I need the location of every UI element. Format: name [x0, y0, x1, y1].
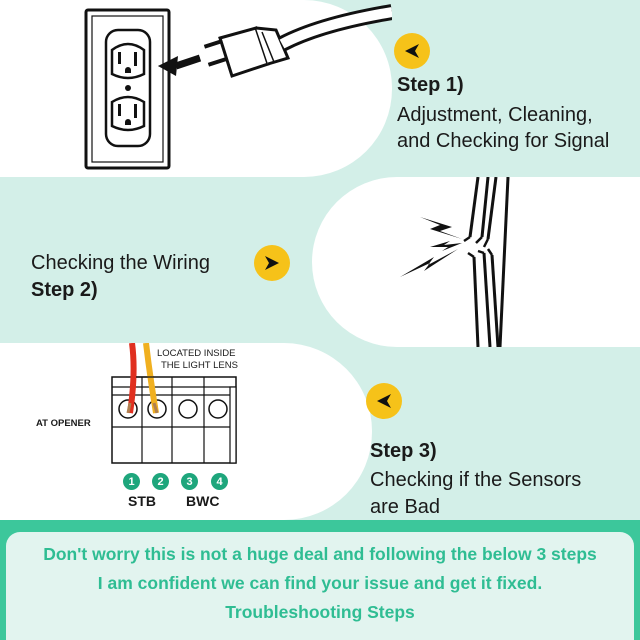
spark-upper-icon — [420, 217, 462, 239]
footer-line3: Troubleshooting Steps — [225, 602, 415, 622]
broken-wire-illustration — [312, 177, 640, 347]
located-label-line2: THE LIGHT LENS — [161, 360, 238, 371]
group-stb-label: STB — [128, 493, 156, 509]
step1-title: Step 1) — [397, 74, 464, 96]
step1-desc-line1: Adjustment, Cleaning, — [397, 104, 593, 126]
step3-title: Step 3) — [370, 440, 437, 462]
at-opener-label: AT OPENER — [36, 418, 91, 429]
red-wire — [130, 343, 134, 413]
terminal-1-badge: 1 — [123, 473, 140, 490]
step2-desc: Checking the Wiring — [31, 252, 210, 274]
footer-line2: I am confident we can find your issue and get it fixed. — [97, 573, 543, 593]
terminal-3-badge: 3 — [181, 473, 198, 490]
terminal-2-badge: 2 — [152, 473, 169, 490]
spark-lower-icon — [400, 249, 458, 277]
outlet-plug-illustration — [0, 0, 392, 177]
step3-arrow-icon — [366, 383, 402, 419]
step3-desc-line1: Checking if the Sensors — [370, 469, 582, 491]
located-label-line1: LOCATED INSIDE — [157, 348, 236, 359]
step3-desc-line2: are Bad — [370, 496, 441, 518]
terminal-4-badge: 4 — [211, 473, 228, 490]
step2-title: Step 2) — [31, 279, 98, 301]
group-bwc-label: BWC — [186, 493, 220, 509]
step1-arrow-icon — [394, 33, 430, 69]
step1-desc-line2: and Checking for Signal — [397, 130, 610, 152]
footer-line1: Don't worry this is not a huge deal and following the below 3 steps — [43, 544, 597, 564]
step2-arrow-icon — [254, 245, 290, 281]
